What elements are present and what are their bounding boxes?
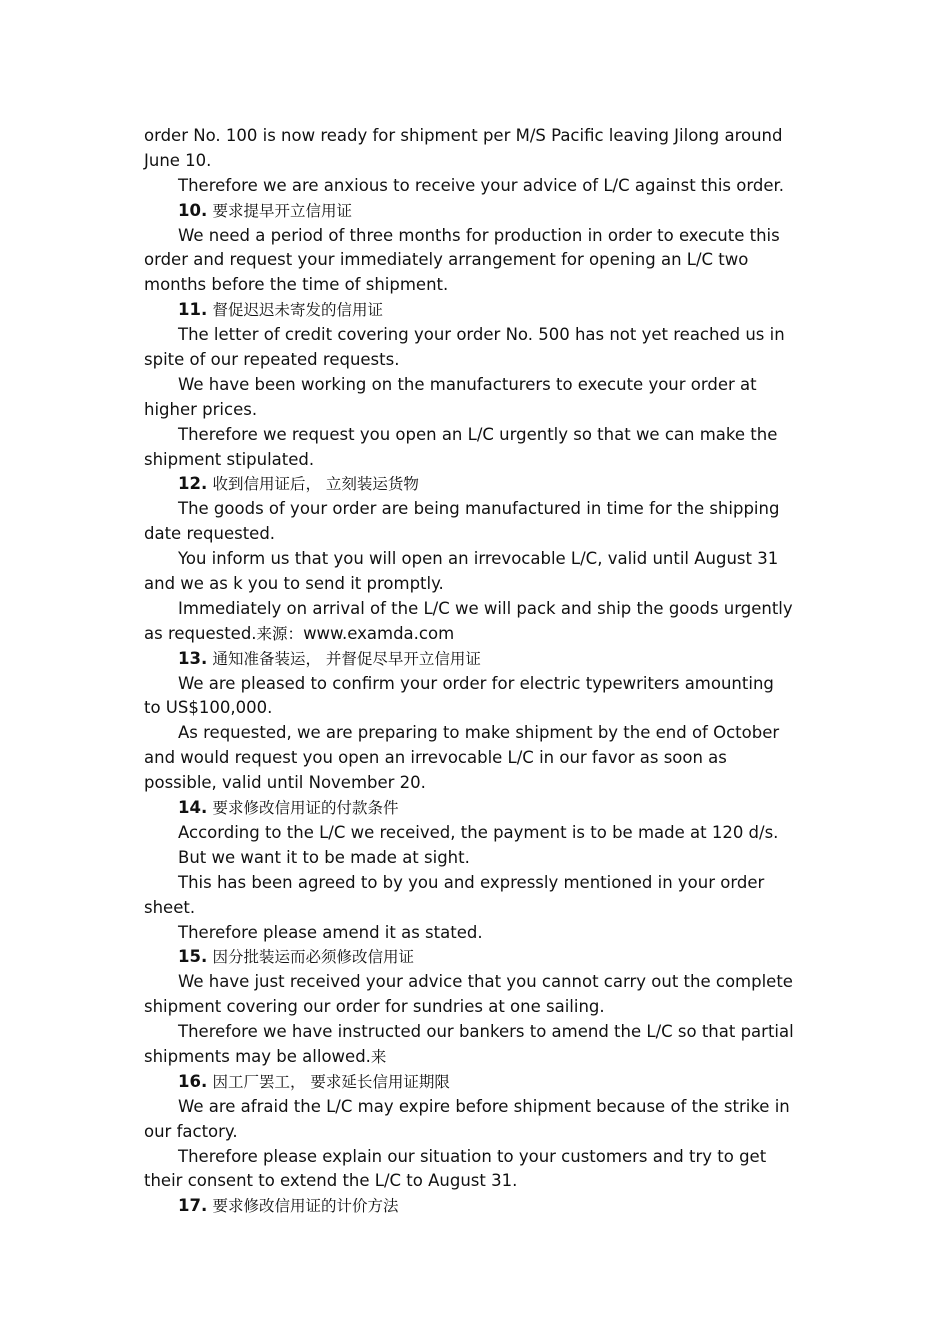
section-title: 通知准备装运， 并督促尽早开立信用证 [212,649,481,668]
paragraph-line [144,622,814,647]
paragraph-line: Therefore we have instructed our bankers to amend the L/C so that partial [178,1022,794,1042]
paragraph-line: We have been working on the manufacturers to execute your order at [178,374,757,394]
paragraph-line: higher prices. [144,399,258,419]
section-heading-13 [144,647,814,672]
paragraph-line: You inform us that you will open an irrevocable L/C, valid until August 31 [178,549,779,569]
paragraph-line: Immediately on arrival of the L/C we will pack and ship the goods urgently [178,598,793,618]
paragraph-line: their consent to extend the L/C to August 31. [144,1171,518,1191]
paragraph-line: We have just received your advice that you cannot carry out the complete [178,972,793,992]
paragraph-line: Therefore we request you open an L/C urgently so that we can make the [178,424,778,444]
paragraph-line: According to the L/C we received, the payment is to be made at 120 d/s. [178,822,779,842]
paragraph-line: Therefore we are anxious to receive your advice of L/C against this order. [178,175,785,195]
paragraph-line: We are pleased to confirm your order for electric typewriters amounting [178,673,774,693]
section-number: 16. [178,1071,208,1091]
document-page [144,124,814,1219]
paragraph-line: As requested, we are preparing to make shipment by the end of October [178,723,780,743]
section-title: 收到信用证后， 立刻装运货物 [212,475,419,494]
source-fragment: 来 [370,1047,387,1066]
paragraph-line: We are afraid the L/C may expire before shipment because of the strike in [178,1096,790,1116]
paragraph-line: months before the time of shipment. [144,275,449,295]
source-url: www.examda.com [303,623,455,643]
section-heading-17 [144,1194,814,1219]
paragraph-text: as requested. [144,623,257,643]
paragraph-line: our factory. [144,1121,238,1141]
paragraph-line: Therefore please amend it as stated. [178,922,483,942]
paragraph-line: to US$100,000. [144,698,273,718]
section-heading-14 [144,796,814,821]
paragraph-line: and we as k you to send it promptly. [144,574,444,594]
section-heading-11 [144,298,814,323]
paragraph-text: shipments may be allowed. [144,1046,371,1066]
source-label: 来源： [256,624,304,643]
section-title: 要求修改信用证的付款条件 [212,799,399,818]
section-number: 17. [178,1196,208,1216]
section-title: 因工厂罢工， 要求延长信用证期限 [212,1072,450,1091]
paragraph-line: date requested. [144,524,276,544]
paragraph-line: This has been agreed to by you and expressly mentioned in your order [178,872,765,892]
paragraph-line: The goods of your order are being manufactured in time for the shipping [178,499,780,519]
section-heading-16 [144,1070,814,1095]
section-title: 要求修改信用证的计价方法 [212,1197,399,1216]
section-number: 15. [178,947,208,967]
paragraph-line: But we want it to be made at sight. [178,847,470,867]
paragraph-line: and would request you open an irrevocable L/C in our favor as soon as [144,748,727,768]
paragraph-line: shipment covering our order for sundries at one sailing. [144,997,605,1017]
section-heading-15 [144,945,814,970]
paragraph-line [144,1045,814,1070]
paragraph-line: shipment stipulated. [144,449,315,469]
paragraph-line: The letter of credit covering your order No. 500 has not yet reached us in [178,325,785,345]
section-number: 10. [178,200,208,220]
section-number: 14. [178,798,208,818]
paragraph-line: possible, valid until November 20. [144,773,426,793]
section-number: 13. [178,648,208,668]
paragraph-line: sheet. [144,897,196,917]
paragraph-line: June 10. [144,150,212,170]
paragraph-line: order No. 100 is now ready for shipment per M/S Pacific leaving Jilong around [144,126,783,145]
section-heading-12 [144,472,814,497]
paragraph-line: We need a period of three months for production in order to execute this [178,225,780,245]
paragraph-line: spite of our repeated requests. [144,350,400,370]
section-title: 要求提早开立信用证 [212,201,352,220]
section-number: 11. [178,300,208,320]
section-heading-10 [144,199,814,224]
section-number: 12. [178,474,208,494]
section-title: 因分批装运而必须修改信用证 [212,948,414,967]
section-title: 督促迟迟未寄发的信用证 [212,301,383,320]
paragraph-line: order and request your immediately arrangement for opening an L/C two [144,250,749,270]
paragraph-line: Therefore please explain our situation to your customers and try to get [178,1146,767,1166]
